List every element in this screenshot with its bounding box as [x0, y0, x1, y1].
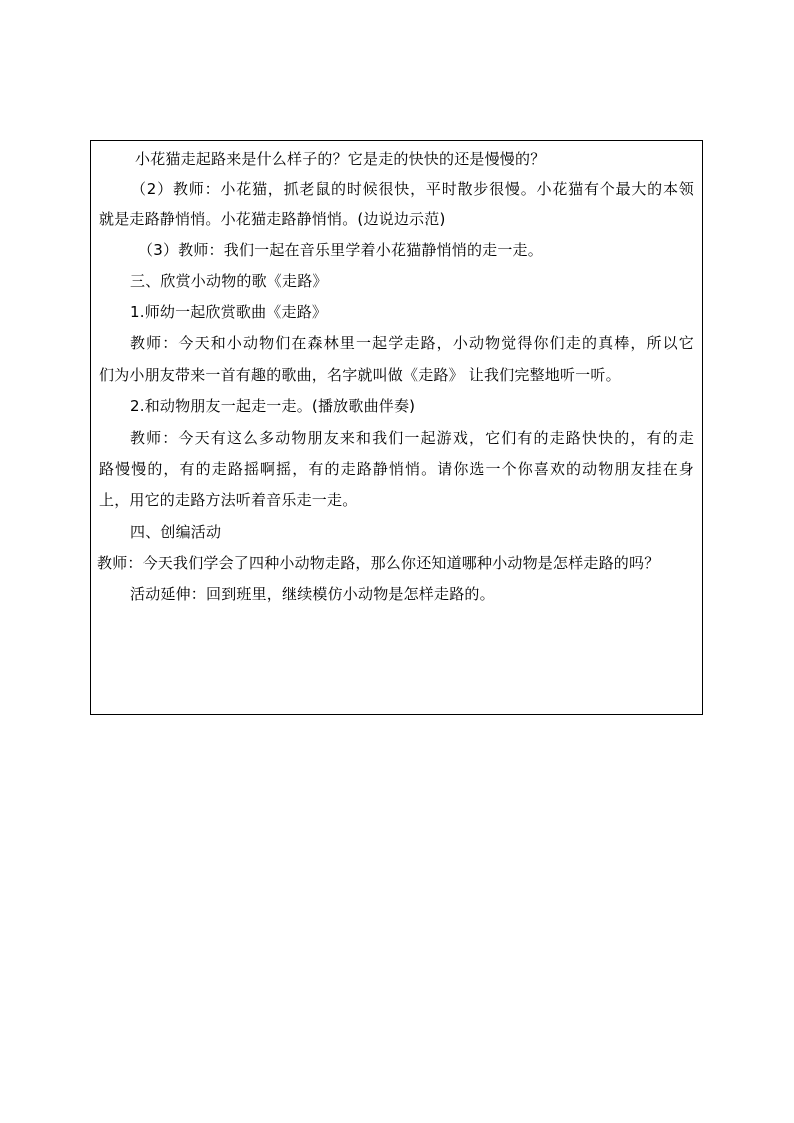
paragraph-teacher-forest-line2: 们为小朋友带来一首有趣的歌曲，名字就叫做《走路》 让我们完整地听一听。	[99, 366, 621, 384]
paragraph-activity-extension: 活动延伸：回到班里，继续模仿小动物是怎样走路的。	[130, 585, 495, 603]
paragraph-question-cat: 小花猫走起路来是什么样子的？它是走的快快的还是慢慢的？	[135, 150, 546, 168]
paragraph-teacher-game-line1: 教师：今天有这么多动物朋友来和我们一起游戏，它们有的走路快快的，有的走	[130, 429, 694, 447]
paragraph-teacher-game-line3: 上，用它的走路方法听着音乐走一走。	[99, 491, 358, 509]
paragraph-teacher-forest-line1: 教师：今天和小动物们在森林里一起学走路，小动物觉得你们走的真棒，所以它	[130, 334, 694, 352]
paragraph-teacher-game-line2: 路慢慢的，有的走路摇啊摇，有的走路静悄悄。请你选一个你喜欢的动物朋友挂在身	[99, 460, 694, 478]
paragraph-teacher-create: 教师：今天我们学会了四种小动物走路，那么你还知道哪种小动物是怎样走路的吗？	[97, 554, 660, 572]
section-heading-four: 四、创编活动	[130, 523, 222, 541]
step-2-heading: 2.和动物朋友一起走一走。(播放歌曲伴奏)	[130, 397, 416, 415]
paragraph-teacher-2-line1: （2）教师：小花猫，抓老鼠的时候很快，平时散步很慢。小花猫有个最大的本领	[131, 180, 694, 198]
step-1-heading: 1.师幼一起欣赏歌曲《走路》	[130, 303, 328, 321]
paragraph-teacher-2-line2: 就是走路静悄悄。小花猫走路静悄悄。(边说边示范)	[99, 210, 446, 228]
paragraph-teacher-3: （3）教师：我们一起在音乐里学着小花猫静悄悄的走一走。	[138, 241, 543, 259]
lesson-content-box	[90, 140, 703, 715]
section-heading-three: 三、欣赏小动物的歌《走路》	[130, 272, 328, 290]
